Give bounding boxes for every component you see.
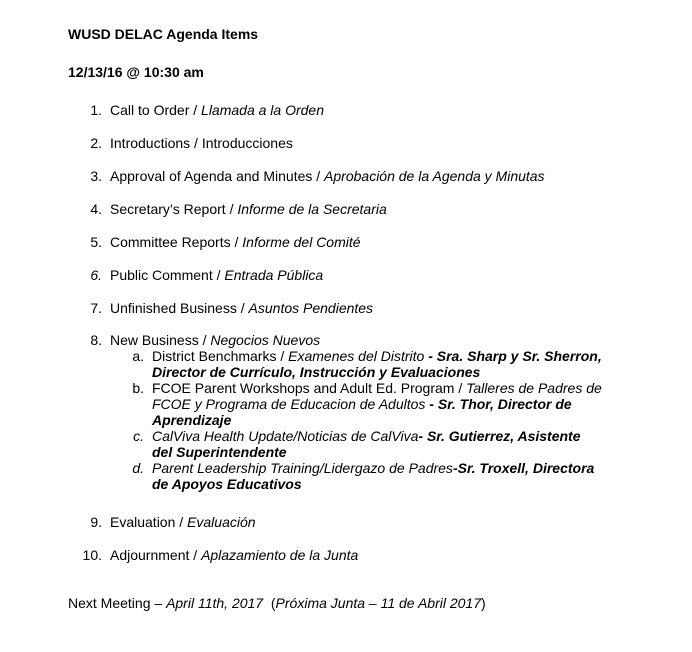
agenda-item: [68, 547, 358, 563]
sub-item-separator: -: [452, 460, 458, 476]
sub-item-separator: -: [425, 396, 438, 412]
item-label-es: Evaluación: [187, 514, 256, 530]
agenda-item: [68, 234, 361, 250]
sub-item-separator: -: [418, 428, 427, 444]
agenda-item: [68, 267, 323, 283]
item-number: 10.: [82, 547, 102, 563]
item-number: 6.: [90, 267, 102, 283]
item-label-en: Evaluation /: [110, 514, 188, 530]
item-label-en: Call to Order /: [110, 102, 202, 118]
sub-item: [110, 460, 604, 492]
item-label-en: Public Comment /: [110, 267, 225, 283]
item-label-en: Introductions / Introducciones: [110, 135, 293, 151]
sub-item-presenter: Sr. Thor, Director de Aprendizaje: [152, 396, 572, 428]
sub-item-separator: -: [424, 348, 437, 364]
sub-item-letter: c.: [133, 428, 144, 444]
sub-item-label-es: Talleres de Padres de FCOE y Programa de Educacion de Adultos: [152, 380, 602, 412]
item-label-en: Adjournment /: [110, 547, 202, 563]
item-label-en: New Business /: [110, 332, 211, 348]
meeting-datetime: 12/13/16 @ 10:30 am: [68, 64, 204, 80]
sub-item-letter: b.: [132, 380, 144, 396]
item-number: 5.: [90, 234, 102, 250]
agenda-item: [68, 332, 604, 492]
agenda-item: [68, 300, 373, 316]
paren-open: (: [263, 595, 276, 611]
sub-item-presenter: Sra. Sharp y Sr. Sherron, Director de Currículo, Instrucción y Evaluaciones: [152, 348, 602, 380]
item-label-es: Informe de la Secretaria: [237, 201, 387, 217]
item-number: 7.: [90, 300, 102, 316]
agenda-item: [68, 135, 293, 151]
sub-item-label-en: District Benchmarks /: [152, 348, 289, 364]
item-label-es: Entrada Pública: [224, 267, 324, 283]
item-label-en: Committee Reports /: [110, 234, 243, 250]
item-label-en: Approval of Agenda and Minutes /: [110, 168, 325, 184]
agenda-item: [68, 514, 256, 530]
next-meeting-label: Next Meeting –: [68, 595, 167, 611]
item-number: 1.: [90, 102, 102, 118]
item-label-es: Aprobación de la Agenda y Minutas: [324, 168, 545, 184]
item-number: 9.: [90, 514, 102, 530]
agenda-item: [68, 201, 387, 217]
document-title: WUSD DELAC Agenda Items: [68, 26, 259, 42]
next-meeting: [68, 595, 486, 611]
agenda-item: [68, 102, 324, 118]
sub-item-list: [110, 348, 604, 492]
sub-item: [110, 380, 604, 428]
sub-item-label-es: Examenes del Distrito: [288, 348, 425, 364]
item-label-en: Secretary’s Report /: [110, 201, 238, 217]
sub-item-presenter: Sr. Troxell, Directora de Apoyos Educativos: [152, 460, 595, 492]
sub-item-label-es: Parent Leadership Training/Lidergazo de Padres: [152, 460, 453, 476]
sub-item: [110, 428, 604, 460]
sub-item-letter: d.: [132, 460, 144, 476]
next-meeting-date-es: Próxima Junta – 11 de Abril 2017: [275, 595, 482, 611]
paren-close: ): [481, 595, 486, 611]
agenda-item: [68, 168, 545, 184]
sub-item-letter: a.: [132, 348, 144, 364]
sub-item-label-es: CalViva Health Update/Noticias de CalViva: [152, 428, 419, 444]
item-label-es: Informe del Comité: [242, 234, 361, 250]
item-number: 2.: [90, 135, 102, 151]
sub-item-label-en: FCOE Parent Workshops and Adult Ed. Program /: [152, 380, 467, 396]
item-label-es: Llamada a la Orden: [201, 102, 324, 118]
item-number: 3.: [90, 168, 102, 184]
item-label-es: Asuntos Pendientes: [248, 300, 374, 316]
item-label-en: Unfinished Business /: [110, 300, 249, 316]
item-number: 4.: [90, 201, 102, 217]
sub-item: [110, 348, 604, 380]
item-label-es: Aplazamiento de la Junta: [201, 547, 359, 563]
item-label-es: Negocios Nuevos: [210, 332, 321, 348]
next-meeting-date-en: April 11th, 2017: [166, 595, 264, 611]
sub-item-presenter: Sr. Gutierrez, Asistente del Superintendente: [152, 428, 581, 460]
item-number: 8.: [90, 332, 102, 348]
